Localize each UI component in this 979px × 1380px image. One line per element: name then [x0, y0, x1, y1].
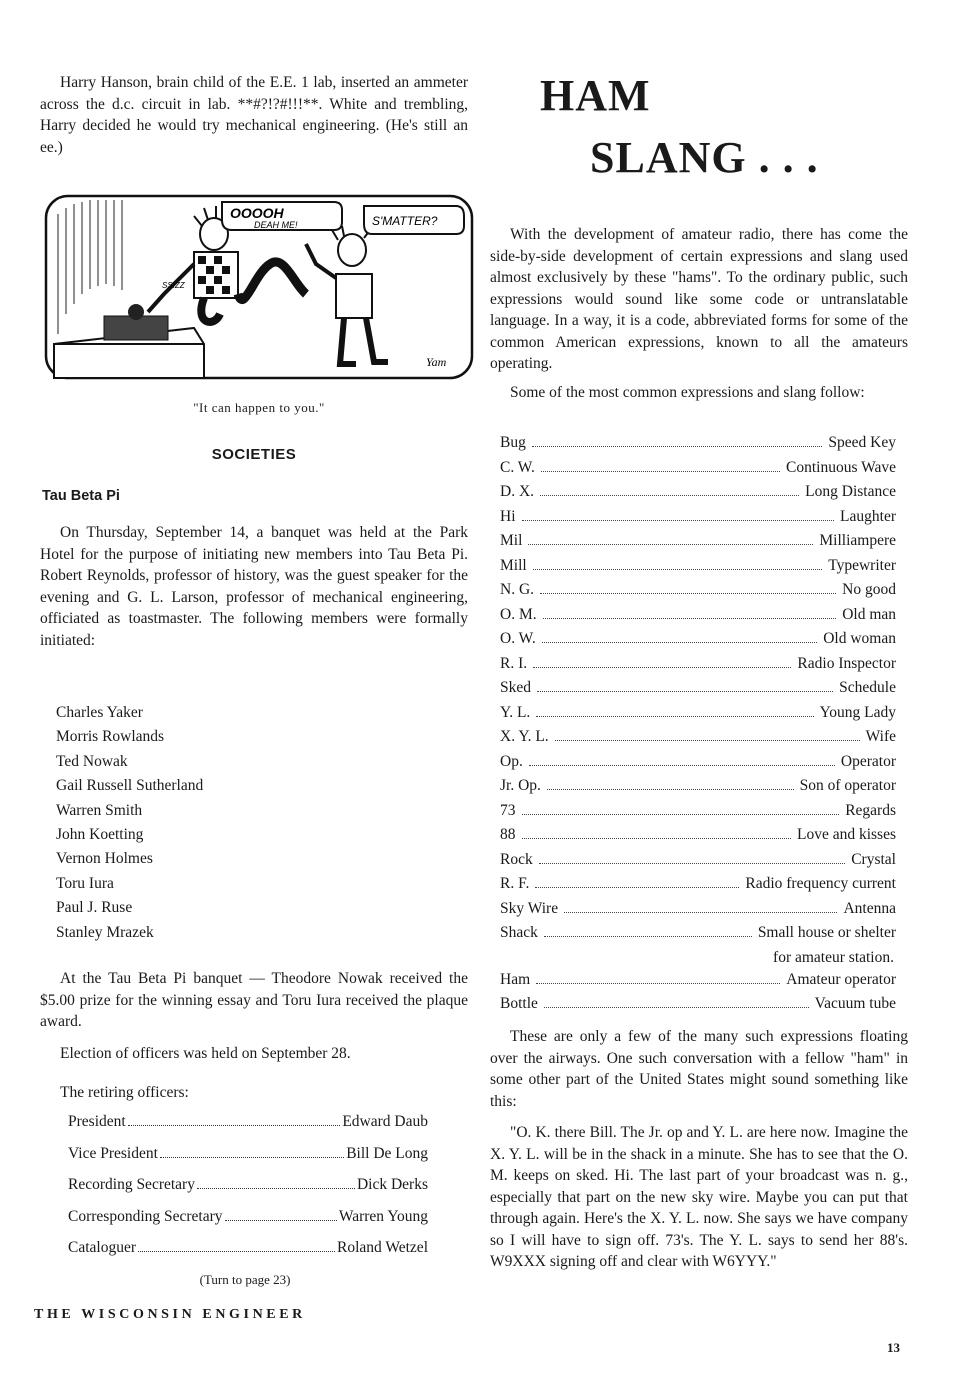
glossary-meaning: Love and kisses: [796, 826, 896, 843]
glossary-meaning: Regards: [845, 801, 896, 819]
cartoon-illustration: [44, 194, 474, 380]
glossary-row: [500, 995, 896, 1020]
glossary-meaning: No good: [842, 581, 896, 598]
leader-dots: [540, 495, 799, 496]
glossary-meaning: Crystal: [851, 850, 896, 868]
leader-dots: [528, 544, 813, 545]
glossary-meaning: Continuous Wave: [786, 458, 896, 476]
leader-dots: [544, 1007, 809, 1008]
initiate-name: Paul J. Ruse: [56, 899, 133, 917]
page-number: 13: [887, 1340, 900, 1355]
glossary-term: Y. L.: [500, 703, 531, 721]
bubble-left-text-2: DEAH ME!: [254, 220, 298, 230]
glossary-term: Rock: [500, 850, 533, 868]
leader-dots: [529, 765, 835, 766]
officer-title: President: [68, 1113, 126, 1130]
glossary-meaning: Radio Inspector: [797, 654, 896, 672]
glossary-term: Mil: [500, 532, 523, 549]
leader-dots: [535, 887, 739, 888]
leader-dots: [543, 618, 837, 619]
glossary-term: Shack: [500, 924, 538, 941]
article-title: [540, 72, 819, 182]
glossary-term: X. Y. L.: [500, 728, 549, 745]
glossary-term: C. W.: [500, 458, 535, 476]
glossary-row: [500, 753, 896, 778]
initiate-name: Gail Russell Sutherland: [56, 777, 204, 795]
glossary-meaning: Operator: [840, 752, 896, 770]
glossary-meaning: Schedule: [839, 679, 896, 696]
glossary-row: [500, 630, 896, 655]
glossary-meaning: Laughter: [840, 507, 896, 525]
glossary-term: N. G.: [500, 581, 535, 598]
glossary-term: Sky Wire: [500, 899, 559, 917]
glossary-meaning: Long Distance: [805, 483, 896, 500]
leader-dots: [542, 642, 817, 643]
glossary-row: [500, 777, 896, 802]
glossary-row: [500, 483, 896, 508]
initiate-name: Morris Rowlands: [56, 728, 165, 746]
glossary-term: Sked: [500, 679, 531, 696]
glossary-row: [500, 581, 896, 606]
turn-page-note: (Turn to page 23): [199, 1272, 291, 1287]
officer-name: Edward Daub: [342, 1113, 428, 1130]
glossary-term: O. W.: [500, 630, 536, 647]
glossary-term: 88: [500, 826, 516, 843]
leader-dots: [555, 740, 860, 741]
glossary-meaning: Milliampere: [819, 532, 896, 549]
glossary-row: [500, 532, 896, 557]
initiate-name: Toru Iura: [56, 874, 114, 892]
initiate-name: Warren Smith: [56, 801, 143, 819]
glossary-meaning: Speed Key: [828, 434, 896, 451]
glossary-row: [500, 459, 896, 484]
tau-beta-pi-paragraph: On Thursday, September 14, a banquet was held at the Park Hotel for the purpose of initiating new members into Tau Beta Pi. Robert Reynolds, professor of history, was the guest speaker for the evening and G. L. Larson, professor of mechanical engineering, officiated as toastmaster. The following members were formally initiated:: [40, 524, 468, 649]
tau-beta-pi-heading: Tau Beta Pi: [42, 488, 120, 504]
glossary-row: [500, 826, 896, 851]
glossary-term: Bottle: [500, 995, 538, 1012]
glossary-term: Hi: [500, 507, 516, 525]
leader-dots: [533, 667, 791, 668]
glossary-term: D. X.: [500, 483, 535, 500]
glossary-meaning-continued: for amateur station.: [773, 948, 894, 966]
ham-list-intro: Some of the most common expressions and slang follow:: [510, 384, 865, 401]
leader-dots: [536, 983, 780, 984]
leader-dots: [533, 569, 823, 570]
initiate-name: Charles Yaker: [56, 704, 143, 721]
glossary-row: [500, 679, 896, 704]
glossary-row: [500, 704, 896, 729]
glossary-row: [500, 875, 896, 900]
glossary-row: [500, 434, 896, 459]
glossary-meaning: Vacuum tube: [814, 995, 896, 1012]
glossary-row: [500, 728, 896, 753]
intro-paragraph: Harry Hanson, brain child of the E.E. 1 lab, inserted an ammeter across the d.c. circuit in lab. **#?!?#!!!**. White and trembling, Harry decided he would try mechanical engineering. (He's still an ee.): [40, 74, 468, 156]
glossary-meaning: Old man: [842, 605, 896, 623]
initiates-list: [56, 701, 203, 945]
glossary-meaning: Antenna: [843, 899, 896, 917]
glossary-meaning: Radio frequency current: [745, 875, 896, 892]
officer-name: Warren Young: [338, 1207, 428, 1225]
leader-dots: [522, 520, 835, 521]
officer-title: Cataloguer: [68, 1239, 137, 1256]
leader-dots: [522, 838, 791, 839]
leader-dots: [536, 716, 813, 717]
glossary-meaning: Typewriter: [828, 556, 896, 574]
glossary-row: [500, 606, 896, 631]
closing-paragraph: These are only a few of the many such expressions floating over the airways. One such conversation with a fellow "ham" in some other part of the United States might sound something like this:: [490, 1028, 908, 1110]
initiate-name: Ted Nowak: [56, 752, 128, 770]
title-line-1: HAM: [540, 71, 651, 120]
glossary-term: Jr. Op.: [500, 777, 541, 794]
leader-dots: [564, 912, 837, 913]
glossary-row: [500, 900, 896, 925]
glossary-term: 73: [500, 801, 516, 819]
leader-dots: [541, 471, 780, 472]
glossary-term: Ham: [500, 970, 531, 988]
glossary-meaning: Old woman: [823, 630, 896, 647]
leader-dots: [539, 863, 846, 864]
glossary-row: [500, 851, 896, 876]
glossary-row: [500, 802, 896, 827]
cartoon-caption: "It can happen to you.": [193, 400, 325, 415]
glossary-meaning: Young Lady: [819, 703, 896, 721]
officer-row: [68, 1239, 428, 1271]
glossary-row: [500, 508, 896, 533]
glossary-row: [500, 557, 896, 582]
officer-title: Recording Secretary: [68, 1176, 195, 1193]
sound-effect-text: SSIZZ: [162, 281, 185, 290]
officer-row: [68, 1145, 428, 1177]
journal-name: THE WISCONSIN ENGINEER: [34, 1307, 306, 1322]
bubble-left-text: OOOOH: [230, 205, 284, 221]
glossary-meaning: Wife: [865, 728, 896, 745]
societies-heading: SOCIETIES: [211, 446, 297, 463]
officer-name: Roland Wetzel: [336, 1239, 428, 1256]
glossary-row: [500, 924, 896, 949]
artist-signature: Yam: [426, 355, 447, 369]
officer-name: Bill De Long: [346, 1144, 428, 1162]
initiate-name: Vernon Holmes: [56, 850, 153, 868]
banquet-paragraph: At the Tau Beta Pi banquet — Theodore Nowak received the $5.00 prize for the winning essay and Toru Iura received the plaque award.: [40, 970, 468, 1030]
glossary-row: [500, 655, 896, 680]
officer-row: [68, 1176, 428, 1208]
glossary-meaning: Small house or shelter: [757, 924, 896, 941]
retiring-officers-paragraph: The retiring officers:: [60, 1084, 189, 1101]
glossary-meaning: Son of operator: [799, 777, 896, 794]
glossary-term: Mill: [500, 556, 527, 574]
glossary-term: R. I.: [500, 654, 528, 672]
sample-conversation-quote: "O. K. there Bill. The Jr. op and Y. L. are here now. Imagine the X. Y. L. will be in the shack in a minute. She has to see that the O. M. keeps on sked. Hi. The last part of your broadcast was n. g., especially that part on the new sky wire. Maybe you can put that through again. Here's the X. Y. L. now. She says we have company so I will have to sign off. 73's. The Y. L. says to send her 88's. W9XXX signing off and clear with W6YYY.": [490, 1124, 908, 1270]
officer-title: Corresponding Secretary: [68, 1207, 223, 1225]
slang-glossary: [500, 434, 896, 1020]
glossary-row: [500, 971, 896, 996]
leader-dots: [544, 936, 752, 937]
title-line-2: SLANG . . .: [590, 133, 819, 182]
ham-intro-paragraph: With the development of amateur radio, there has come the side-by-side development of certain expressions and slang used almost exclusively by these "hams". To the ordinary public, such expressions would sound like some code or untranslatable language. In a way, it is a code, abbreviated forms for some of the common American expressions, known to all the amateurs operating.: [490, 226, 908, 372]
leader-dots: [547, 789, 794, 790]
glossary-term: Bug: [500, 434, 526, 451]
glossary-term: O. M.: [500, 605, 537, 623]
initiate-name: Stanley Mrazek: [56, 923, 154, 941]
officer-row: [68, 1113, 428, 1145]
officer-title: Vice President: [68, 1144, 158, 1162]
leader-dots: [532, 446, 823, 447]
officer-row: [68, 1208, 428, 1240]
officers-list: [68, 1113, 428, 1271]
glossary-meaning: Amateur operator: [786, 970, 896, 988]
initiate-name: John Koetting: [56, 826, 144, 844]
leader-dots: [522, 814, 840, 815]
glossary-term: R. F.: [500, 875, 530, 892]
leader-dots: [537, 691, 833, 692]
bubble-right-text: S'MATTER?: [372, 214, 438, 228]
officer-name: Dick Derks: [356, 1176, 428, 1193]
glossary-term: Op.: [500, 752, 523, 770]
election-paragraph: Election of officers was held on September 28.: [60, 1045, 351, 1062]
leader-dots: [540, 593, 836, 594]
